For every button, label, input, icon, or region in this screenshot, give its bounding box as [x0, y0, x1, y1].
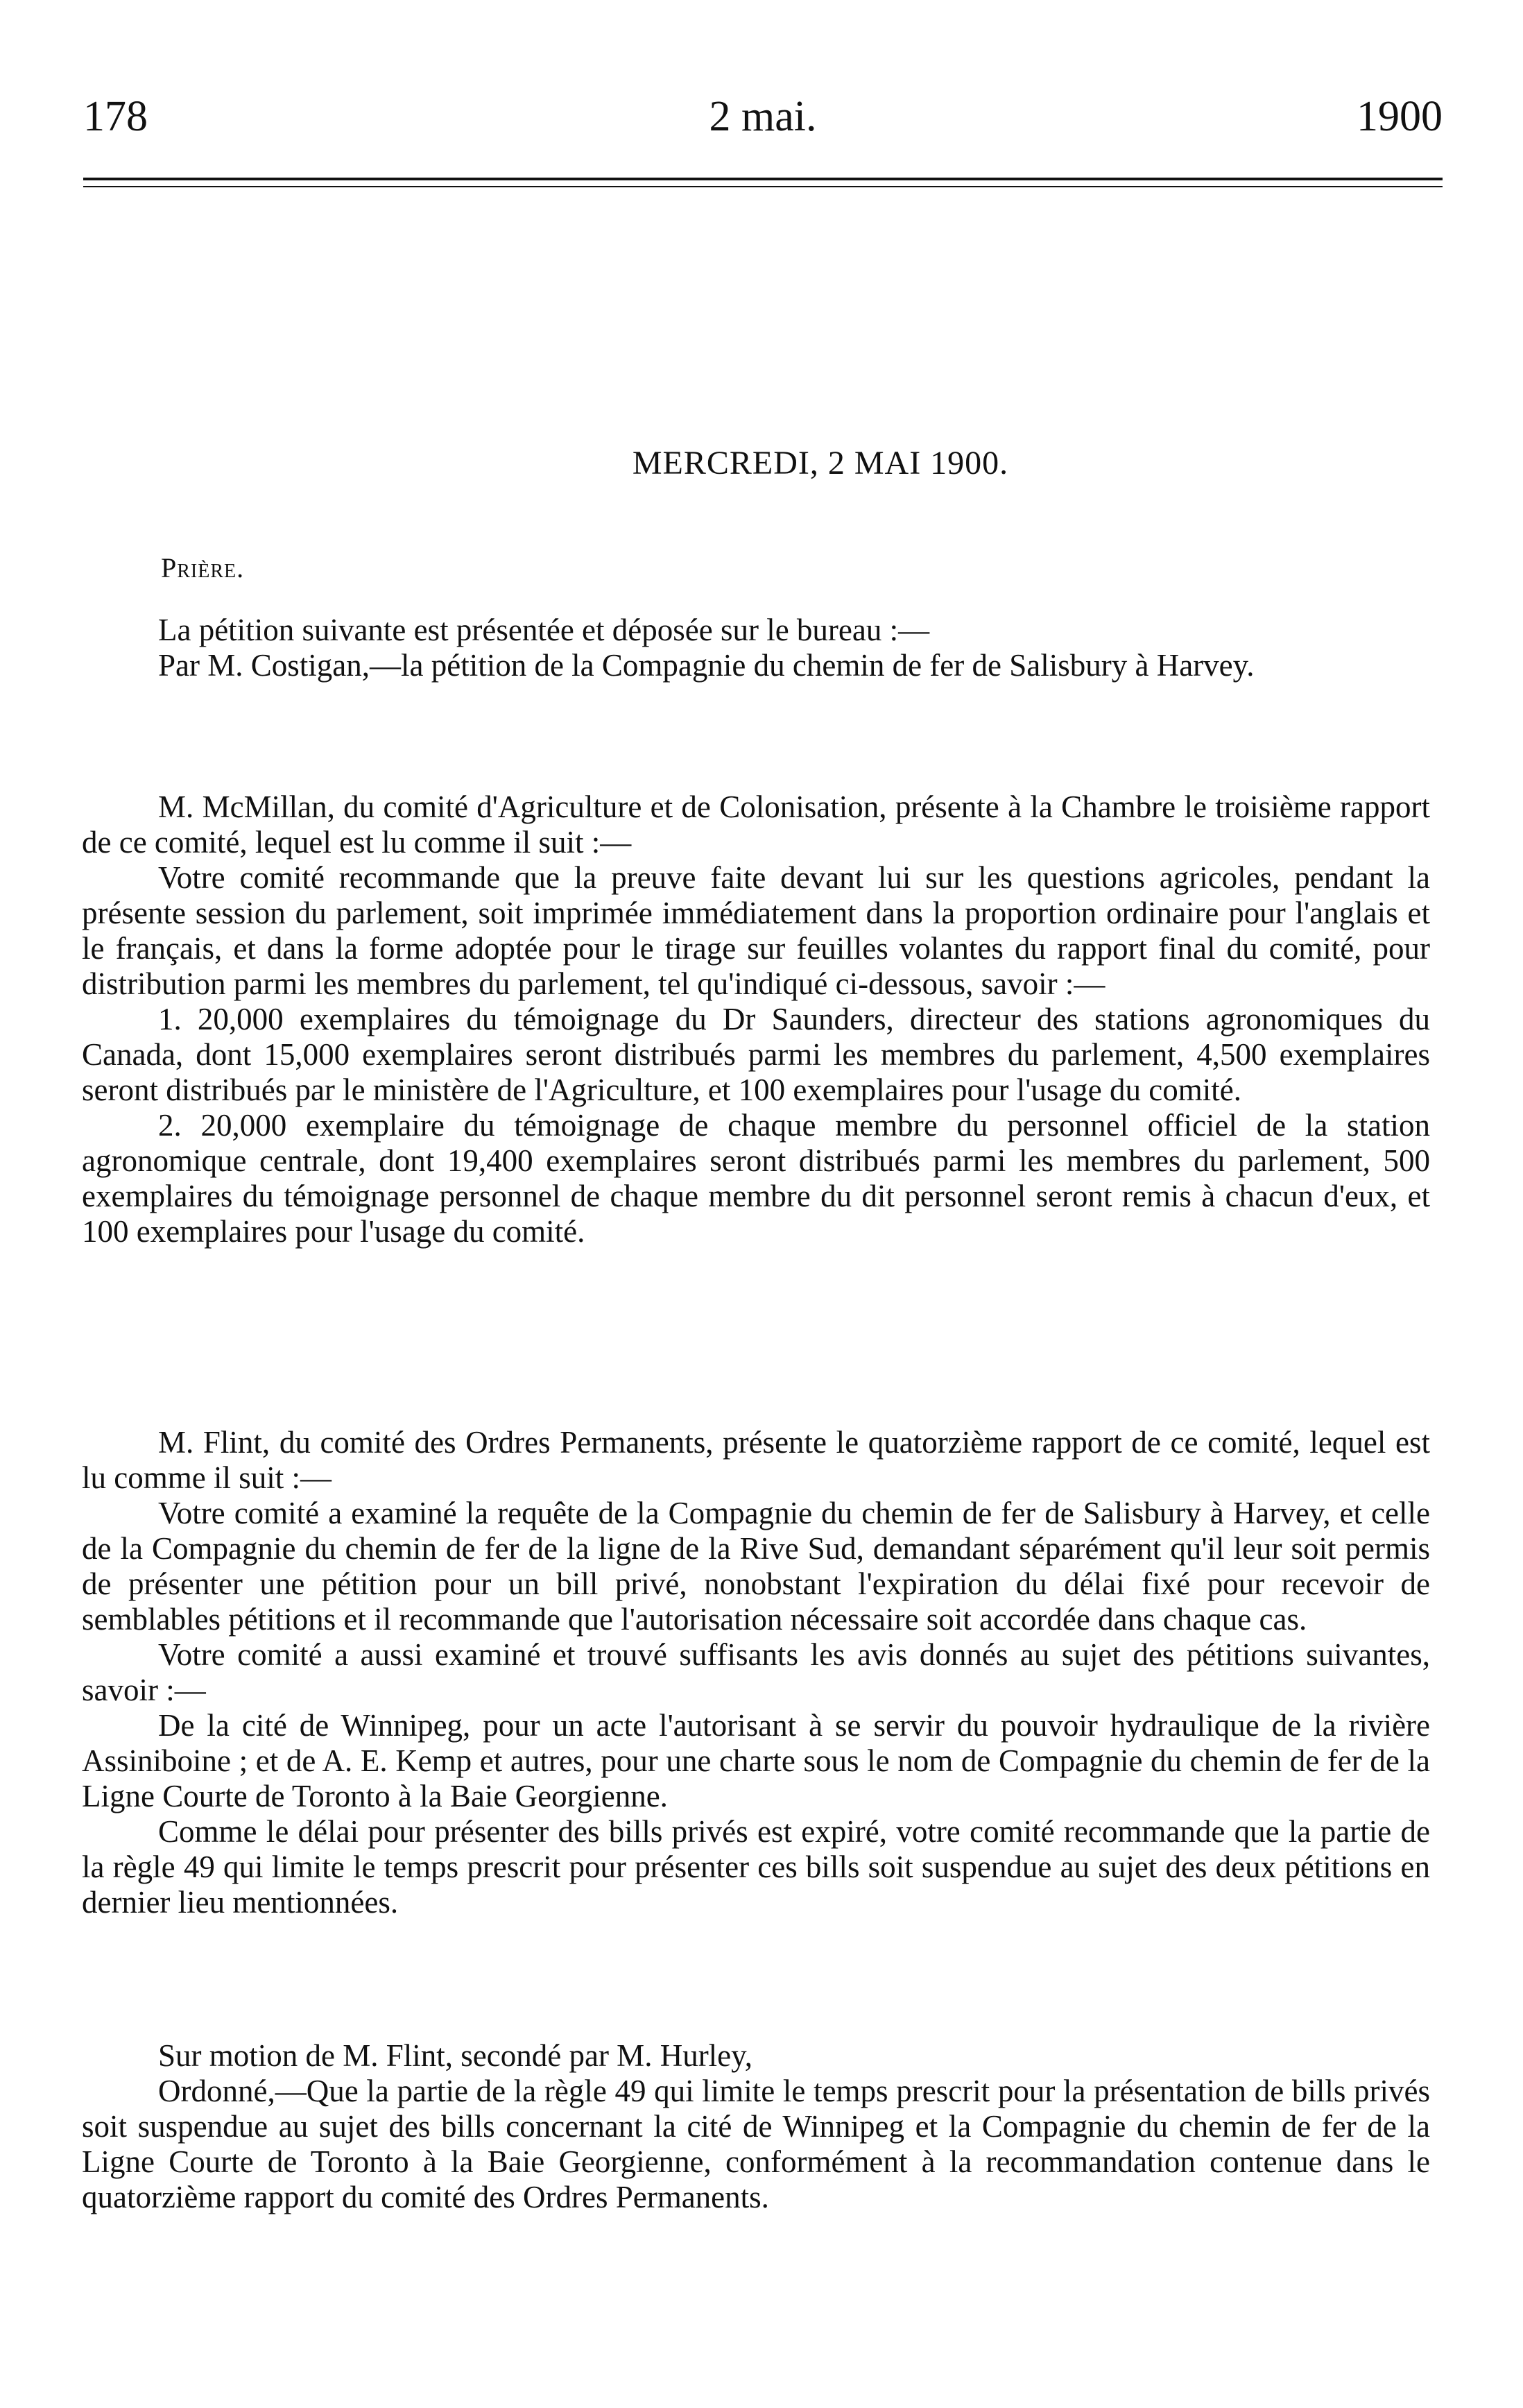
- mcmillan-item-2: 2. 20,000 exemplaire du témoignage de chaque membre du personnel officiel de la station agronomique centrale, dont 19,400 exemplaires seront distribués parmi les membres du parlement, 500 exemplaires du témoignage personnel de chaque membre du dit personnel seront remis à chacun d'eux, et 100 exemplaires pour l'usage du comité.: [82, 1108, 1430, 1249]
- motion-order: Ordonné,—Que la partie de la règle 49 qui limite le temps prescrit pour la présentation de bills privés soit suspendue au sujet des bills concernant la cité de Winnipeg et la Compagnie du chemin de fer de la Ligne Courte de Toronto à la Baie Georgienne, conformément à la recommandation contenue dans le quatorzième rapport du comité des Ordres Permanents.: [82, 2074, 1430, 2214]
- flint-paragraph-2: Votre comité a aussi examiné et trouvé suffisants les avis donnés au sujet des pétitions suivantes, savoir :—: [82, 1637, 1430, 1707]
- motion-section: [82, 2038, 1430, 2215]
- flint-report-section: [82, 1425, 1430, 1920]
- header-year: 1900: [1357, 93, 1443, 140]
- header-date: 2 mai.: [709, 93, 817, 140]
- flint-intro: M. Flint, du comité des Ordres Permanents, présente le quatorzième rapport de ce comité, lequel est lu comme il suit :—: [82, 1425, 1430, 1495]
- flint-paragraph-4: Comme le délai pour présenter des bills privés est expiré, votre comité recommande que la partie de la règle 49 qui limite le temps prescrit pour présenter ces bills soit suspendue au sujet des deux pétitions en dernier lieu mentionnées.: [82, 1814, 1430, 1920]
- petition-section: [82, 613, 1430, 683]
- page-number: 178: [83, 93, 148, 140]
- mcmillan-recommendation: Votre comité recommande que la preuve faite devant lui sur les questions agricoles, pendant la présente session du parlement, soit imprimée immédiatement dans la proportion ordinaire pour l'anglais et le français, et dans la forme adoptée pour le tirage sur feuilles volantes du rapport final du comité, pour distribution parmi les membres du parlement, tel qu'indiqué ci-dessous, savoir :—: [82, 860, 1430, 1001]
- petition-intro: La pétition suivante est présentée et déposée sur le bureau :—: [158, 613, 930, 647]
- mcmillan-report-section: [82, 789, 1430, 1249]
- header-rule-thick: [83, 178, 1443, 180]
- mcmillan-intro: M. McMillan, du comité d'Agriculture et de Colonisation, présente à la Chambre le troisième rapport de ce comité, lequel est lu comme il suit :—: [82, 789, 1430, 860]
- running-header: [83, 89, 1443, 144]
- flint-paragraph-1: Votre comité a examiné la requête de la Compagnie du chemin de fer de Salisbury à Harvey, et celle de la Compagnie du chemin de fer de la ligne de la Rive Sud, demandant séparément qu'il leur soit permis de présenter une pétition pour un bill privé, nonobstant l'expiration du délai fixé pour recevoir de semblables pétitions et il recommande que l'autorisation nécessaire soit accordée dans chaque cas.: [82, 1496, 1430, 1637]
- motion-intro: Sur motion de M. Flint, secondé par M. Hurley,: [158, 2038, 752, 2073]
- petition-costigan: Par M. Costigan,—la pétition de la Compagnie du chemin de fer de Salisbury à Harvey.: [158, 648, 1255, 683]
- mcmillan-item-1: 1. 20,000 exemplaires du témoignage du Dr Saunders, directeur des stations agronomiques du Canada, dont 15,000 exemplaires seront distribués parmi les membres du parlement, 4,500 exemplaires seront distribués par le ministère de l'Agriculture, et 100 exemplaires pour l'usage du comité.: [82, 1002, 1430, 1107]
- flint-paragraph-3: De la cité de Winnipeg, pour un acte l'autorisant à se servir du pouvoir hydraulique de la rivière Assiniboine ; et de A. E. Kemp et autres, pour une charte sous le nom de Compagnie du chemin de fer de la Ligne Courte de Toronto à la Baie Georgienne.: [82, 1708, 1430, 1813]
- priere-heading: Prière.: [161, 552, 245, 583]
- day-heading: MERCREDI, 2 MAI 1900.: [632, 445, 1009, 481]
- header-rule-thin: [83, 186, 1443, 187]
